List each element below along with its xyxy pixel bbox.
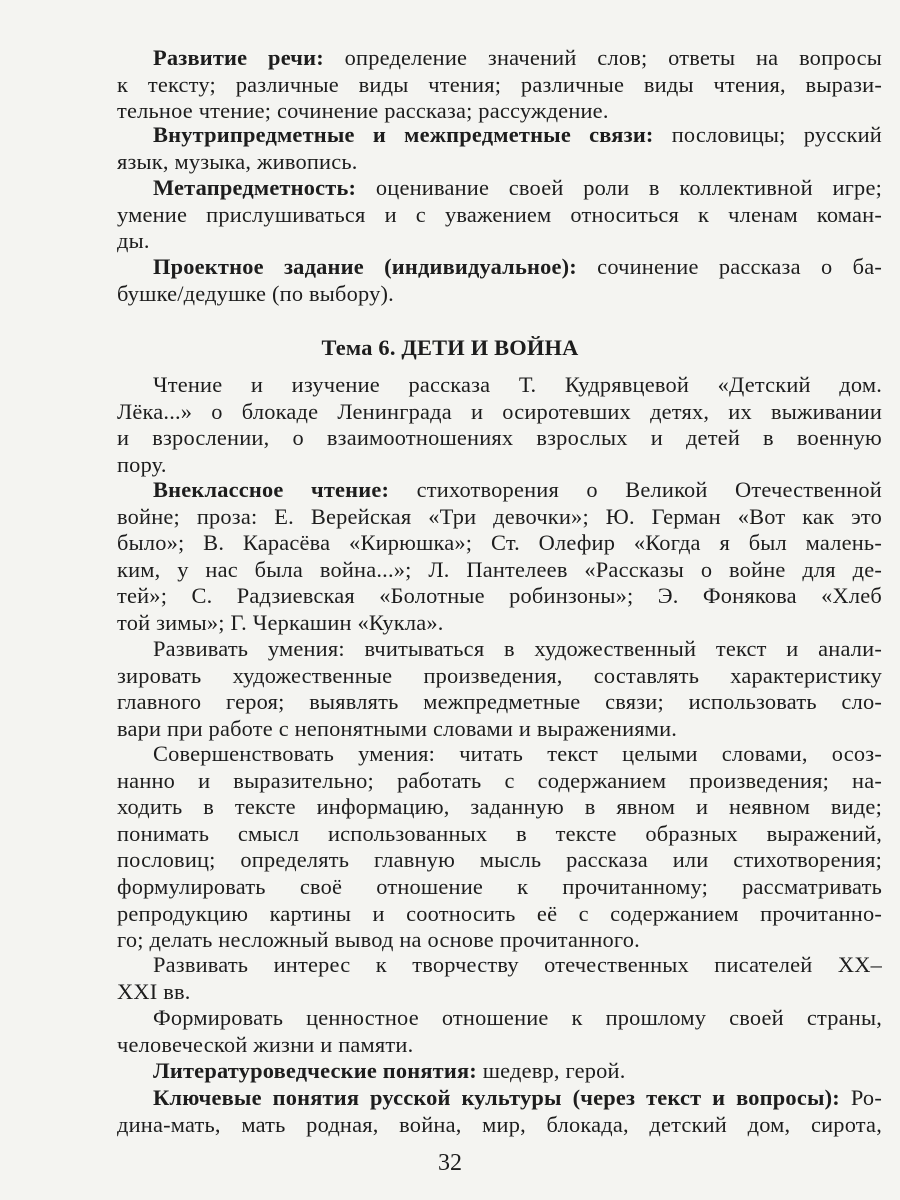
paragraph-form-values: Формировать ценностное отношение к прошлому своей страны, человеческой жизни и памяти. <box>117 1005 882 1057</box>
page-number: 32 <box>438 1150 462 1176</box>
label-metasubject: Метапредметность: <box>153 175 357 200</box>
label-project-task: Проектное задание (индивидуальное): <box>153 254 577 279</box>
paragraph-metasubject: Метапредметность: оценивание своей роли в коллективной игре; умение прислушиваться и с уважением относиться к членам коман- ды. <box>117 175 882 254</box>
paragraph-literary-concepts: Литературоведческие понятия: шедевр, герой. <box>153 1058 626 1083</box>
label-key-concepts: Ключевые понятия русской культуры (через текст и вопросы): <box>153 1085 840 1110</box>
label-subject-links: Внутрипредметные и межпредметные связи: <box>153 122 654 147</box>
label-speech-development: Развитие речи: <box>153 45 324 70</box>
paragraph-develop-skills: Развивать умения: вчитываться в художественный текст и анали- зировать художественные произведения, составлять характеристику главного героя; выявлять межпредметные связи; использовать сло- вари при работе с непонятными словами и выражениями. <box>117 636 882 741</box>
paragraph-develop-interest: Развивать интерес к творчеству отечественных писателей XX– XXI вв. <box>117 952 882 1004</box>
paragraph-project-task: Проектное задание (индивидуальное): сочинение рассказа о ба- бушке/дедушке (по выбору). <box>117 254 883 306</box>
topic-heading <box>0 335 900 362</box>
paragraph-speech-development: Развитие речи: определение значений слов; ответы на вопросы к тексту; различные виды чтения; различные виды чтения, вырази- тельное чтение; сочинение рассказа; рассуждение. <box>117 45 882 124</box>
paragraph-extracurricular: Внеклассное чтение: стихотворения о Великой Отечественной войне; проза: Е. Верейская «Три девочки»; Ю. Герман «Вот как это было»; В. Карасёва «Кирюшка»; Ст. Олефир «Когда я был малень- ким, у нас была война...»; Л. Пантелеев «Рассказы о войне для де- тей»; С. Радзиевская «Болотные робинзоны»; Э. Фонякова «Хлеб той зимы»; Г. Черкашин «Кукла». <box>117 477 882 635</box>
paragraph-reading-study: Чтение и изучение рассказа Т. Кудрявцевой «Детский дом. Лёка...» о блокаде Ленинграда и осиротевших детях, их выживании и взрослении, о взаимоотношениях взрослых и детей в военную пору. <box>117 372 882 477</box>
topic-title: Тема 6. ДЕТИ И ВОЙНА <box>321 335 579 360</box>
label-extracurricular: Внеклассное чтение: <box>153 477 390 502</box>
paragraph-subject-links: Внутрипредметные и межпредметные связи: пословицы; русский язык, музыка, живопись. <box>117 122 882 174</box>
paragraph-key-concepts: Ключевые понятия русской культуры (через текст и вопросы): Ро- дина-мать, мать родная, война, мир, блокада, детский дом, сирота, <box>117 1085 882 1137</box>
paragraph-improve-skills: Совершенствовать умения: читать текст целыми словами, осоз- нанно и выразительно; работать с содержанием произведения; на- ходить в тексте информацию, заданную в явном и неявном виде; понимать смысл использованных в тексте образных выражений, пословиц; определять главную мысль рассказа или стихотворения; формулировать своё отношение к прочитанному; рассматривать репродукцию картины и соотносить её с содержанием прочитанно- го; делать несложный вывод на основе прочитанного. <box>117 741 882 953</box>
label-literary-concepts: Литературоведческие понятия: <box>153 1058 477 1083</box>
